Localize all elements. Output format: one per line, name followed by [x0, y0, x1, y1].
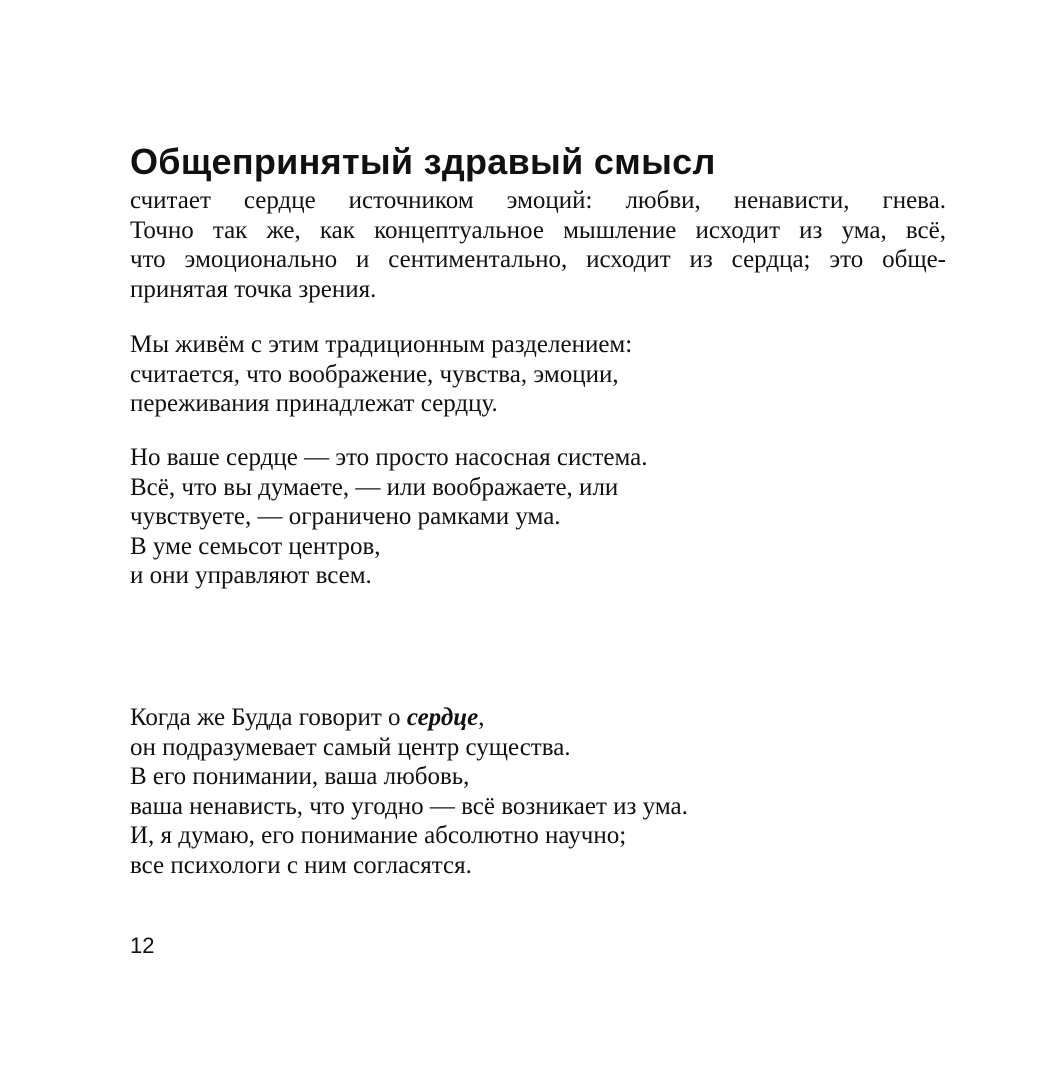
paragraph-4-line-5: И, я думаю, его понимание абсолютно научно; — [130, 822, 627, 849]
paragraph-2-line-1: Мы живём с этим традиционным разделением: — [130, 331, 633, 358]
paragraph-4-line-6: все психологи с ним согласятся. — [130, 851, 472, 879]
paragraph-4-line-3: В его понимании, ваша любовь, — [130, 763, 470, 790]
paragraph-1-line-1: считает сердце источником эмоций: любви, ненависти, гнева. — [130, 187, 946, 214]
paragraph-3-line-4: В уме семьсот центров, — [130, 532, 381, 560]
emphasized-word: сердце — [406, 704, 479, 731]
paragraph-2 — [130, 330, 632, 419]
paragraph-4-line-1 — [130, 703, 688, 733]
paragraph-1-line-3: что эмоционально и сентиментально, исходит из сердца; это обще- — [130, 246, 946, 273]
paragraph-4-line-4: ваша ненависть, что угодно — всё возникает из ума. — [130, 792, 688, 820]
paragraph-3-line-2: Всё, что вы думаете, — или воображаете, или — [130, 473, 619, 501]
paragraph-4 — [130, 703, 688, 880]
paragraph-3-line-5: и они управляют всем. — [130, 562, 372, 589]
paragraph-1 — [130, 186, 946, 304]
paragraph-1-line-4: принятая точка зрения. — [130, 275, 377, 303]
paragraph-2-line-2: считается, что воображение, чувства, эмоции, — [130, 360, 619, 388]
paragraph-1-line-2: Точно так же, как концептуальное мышление исходит из ума, всё, — [130, 216, 946, 244]
paragraph-3-line-1: Но ваше сердце — это просто насосная система. — [130, 444, 648, 471]
page-number: 12 — [130, 933, 155, 958]
paragraph-2-line-3: переживания принадлежат сердцу. — [130, 390, 498, 417]
section-heading: Общепринятый здравый смысл — [130, 141, 716, 182]
paragraph-4-line-1-end: , — [478, 704, 485, 731]
paragraph-4-line-1-start: Когда же Будда говорит о — [130, 704, 407, 731]
paragraph-3-line-3: чувствуете, — ограничено рамками ума. — [130, 503, 561, 530]
paragraph-3 — [130, 443, 647, 591]
paragraph-4-line-2: он подразумевает самый центр существа. — [130, 733, 571, 761]
